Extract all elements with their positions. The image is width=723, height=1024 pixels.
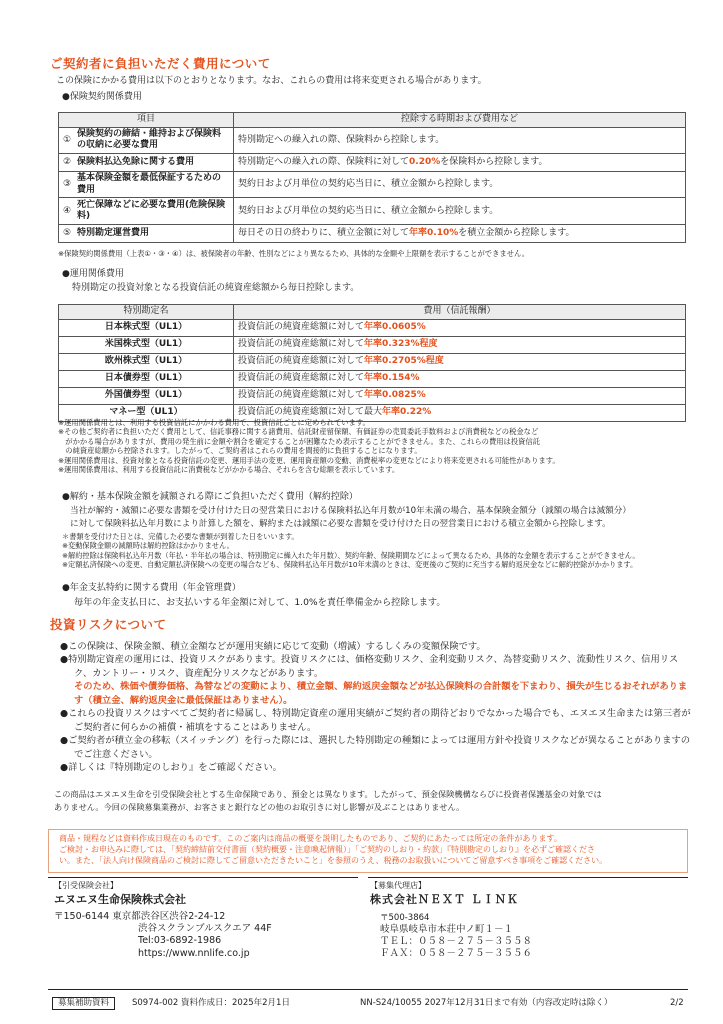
fund-name: 米国株式型（UL1）	[59, 336, 234, 353]
list-item: ●ご契約者が積立金の移転（スイッチング）を行った際には、選択した特別勘定の種類によっては運用方針や投資リスクなどが異なることがありますのでご注意ください。	[60, 735, 691, 760]
item-label: 保険契約の締結・維持および保険料の収納に必要な費用	[77, 128, 222, 151]
table-row	[59, 319, 686, 336]
fee-rate: 年率0.22%	[382, 406, 432, 417]
rate-highlight: 年率0.10%	[409, 228, 459, 239]
list-item: ●これらの投資リスクはすべてご契約者に帰属し、特別勘定資産の運用実績がご契約者の期待どおりでなかった場合でも、エヌエヌ生命または第三者がご契約者に何らかの補償・補填をすることはありません。	[60, 708, 691, 733]
fund-name: 日本株式型（UL1）	[59, 319, 234, 336]
agent-block	[370, 881, 680, 961]
notice-box	[48, 829, 688, 873]
fund-fee	[234, 387, 686, 404]
item-number: ④	[63, 205, 72, 216]
item-label: 特別勘定運営費用	[77, 228, 150, 239]
footer-validity: NN-S24/10055 2027年12月31日まで有効（内容改定時は除く）	[360, 998, 613, 1008]
table-row	[59, 387, 686, 404]
insurer-url[interactable]: https://www.nnlife.co.jp	[138, 947, 250, 959]
text-line: に対して保険料払込年月数により計算した額を、解約または減額に必要な書類を受け付けた日の翌営業日における積立金額から控除します。	[70, 518, 611, 529]
agent-fax: ＦＡＸ：０５８－２７５－３５５６	[380, 948, 533, 960]
risk-list	[60, 640, 693, 775]
desc-text: 特別勘定への繰入れの際、保険料に対して	[238, 156, 410, 167]
notice-line: 商品・規程などは資料作成日現在のものです。このご案内は商品の概要を説明したものであり、ご契約にあたっては所定の条件があります。	[59, 834, 562, 843]
desc-text-after: を積立金額から控除します。	[458, 228, 575, 239]
page-number: 2/2	[670, 998, 684, 1008]
table-cell-item	[59, 225, 234, 243]
agent-label: 【募集代理店】	[370, 881, 426, 890]
insurer-tel: Tel:03-6892-1986	[138, 935, 222, 947]
pension-line: 毎年の年金支払日に、お支払いする年金額に対して、1.0%を責任準備金から控除します。	[74, 597, 446, 608]
desc-text: 契約日および月単位の契約応当日に、積立金額から控除します。	[238, 205, 499, 216]
contract-heading: ●保険契約関係費用	[62, 92, 142, 102]
note-line: の純資産総額から控除されます。したがって、ご契約者はこれらの費用を間接的に負担することになります。	[58, 446, 422, 456]
table-cell-item	[59, 127, 234, 153]
table-header-row	[59, 113, 686, 128]
note-line: ※変動保険金額の減額時は解約控除はかかりません。	[62, 541, 234, 551]
table-row	[59, 336, 686, 353]
item-label: 基本保険金額を最低保証するための費用	[77, 173, 222, 195]
list-item: ●特別勘定資産の運用には、投資リスクがあります。投資リスクには、価格変動リスク、金利変動リスク、為替変動リスク、流動性リスク、信用リスク、カントリー・リスク、資産配分リスクなどがあります。	[60, 654, 679, 679]
table-cell-item	[59, 154, 234, 172]
table-header-row	[59, 305, 686, 320]
table-cell-desc	[234, 225, 686, 243]
fund-name: 外国債券型（UL1）	[59, 387, 234, 404]
table-cell-desc	[234, 172, 686, 198]
item-number: ③	[63, 178, 72, 189]
insurer-address2: 渋谷スクランブルスクエア 44F	[138, 923, 272, 935]
costs-title: ご契約者に負担いただく費用について	[50, 56, 271, 71]
disclaimer	[54, 788, 683, 813]
note-line: ※定額払済保険への変更、自動定額払済保険への変更の場合なども、保険料払込年月数が10年未満のときは、変更後のご契約に充当する解約返戻金などに解約控除がかかります。	[62, 560, 638, 570]
risk-warning: そのため、株価や債券価格、為替などの変動により、積立金額、解約返戻金額などが払込保険料の合計額を下まわり、損失が生じるおそれがあります（積立金、解約返戻金に最低保証はありません）。	[74, 681, 688, 706]
table-row	[59, 370, 686, 387]
ops-heading: ●運用関係費用	[62, 269, 124, 279]
note-line: ※運用関係費用は、利用する投資信託に消費税などがかかる場合、それらを含む総額を表示しています。	[58, 465, 400, 475]
fund-fee	[234, 370, 686, 387]
agent-address: 岐阜県岐阜市本荘中ノ町１－１	[380, 923, 514, 935]
item-label: 死亡保障などに必要な費用(危険保険料)	[77, 199, 226, 222]
fund-fee	[234, 336, 686, 353]
fee-text: 投資信託の純資産総額に対して	[238, 321, 365, 332]
fee-text: 投資信託の純資産総額に対して	[238, 338, 365, 349]
contract-note: ※保険契約関係費用（上表①・③・④）は、被保険者の年齢、性別などにより異なるため、具体的な金額や上限額を表示することができません。	[58, 249, 529, 258]
fee-text: 投資信託の純資産総額に対して最大	[238, 406, 383, 417]
item-number: ②	[63, 156, 72, 167]
desc-text: 毎日その日の終わりに、積立金額に対して	[238, 228, 410, 239]
note-line: がかかる場合がありますが、費用の発生前に金額や割合を確定することが困難なため表示することができません。また、これらの費用は投資信託	[58, 436, 541, 446]
ops-cost-table	[58, 304, 686, 422]
fund-name: 日本債券型（UL1）	[59, 370, 234, 387]
notice-line: ご検討・お申込みに際しては、「契約締結前交付書面（契約概要・注意喚起情報）」「ご契約のしおり・約款」『特別勘定のしおり』を必ずご確認くださ	[59, 845, 595, 855]
item-number: ①	[63, 134, 72, 145]
agent-zip: 〒500-3864	[380, 912, 430, 923]
table-header-cell: 費用（信託報酬）	[234, 305, 686, 320]
fee-text: 投資信託の純資産総額に対して	[238, 372, 365, 383]
note-line: ※解約控除は保険料払込年月数（年払・半年払の場合は、特別勘定に繰入れた年月数）、契約年齢、保険期間などによって異なるため、具体的な金額を表示することができません。	[62, 550, 640, 560]
fee-text: 投資信託の純資産総額に対して	[238, 389, 365, 400]
ops-intro: 特別勘定の投資対象となる投資信託の純資産総額から毎日控除します。	[72, 283, 360, 293]
divider	[48, 877, 358, 878]
table-row	[59, 225, 686, 243]
footer-badge: 募集補助資料	[52, 997, 115, 1010]
disclaimer-line: ありません。今回の保険募集業務が、お客さまと銀行などの他のお取引きに対し影響が及ぶことはありません。	[54, 801, 465, 812]
note-line: ※運用関係費用は、投資対象となる投資信託の変更、運用手法の変更、運用資産額の変動、消費税率の変更などにより将来変更される可能性があります。	[58, 455, 560, 465]
risk-title: 投資リスクについて	[50, 617, 167, 632]
surrender-notes	[62, 532, 693, 569]
desc-text: 契約日および月単位の契約応当日に、積立金額から控除します。	[238, 178, 499, 189]
fee-rate: 年率0.2705%程度	[364, 355, 444, 366]
fund-name: 欧州株式型（UL1）	[59, 353, 234, 370]
table-cell-desc	[234, 198, 686, 225]
insurer-block	[54, 881, 354, 960]
surrender-text	[70, 505, 683, 531]
item-label: 保険料払込免除に関する費用	[77, 156, 195, 167]
note-line: ※運用関係費用とは、利用する投資信託にかかわる費用で、投資信託ごとに定められています。	[58, 418, 370, 427]
fund-name: マネー型（UL1）	[59, 404, 234, 421]
contract-cost-table	[58, 112, 686, 243]
table-cell-desc	[234, 154, 686, 172]
fund-fee	[234, 319, 686, 336]
footer-code: S0974-002 資料作成日：2025年2月1日	[132, 998, 290, 1008]
agent-name: 株式会社ＮＥＸＴ ＬＩＮＫ	[370, 893, 519, 907]
ops-notes	[58, 418, 693, 475]
table-row	[59, 154, 686, 172]
item-number: ⑤	[63, 228, 72, 239]
fee-rate: 年率0.154%	[364, 372, 420, 383]
fee-text: 投資信託の純資産総額に対して	[238, 355, 365, 366]
table-header-cell: 控除する時期および費用など	[234, 113, 686, 128]
table-row	[59, 198, 686, 225]
list-item: ●詳しくは『特別勘定のしおり』をご確認ください。	[60, 762, 282, 774]
notice-line: い。また、「法人向け保険商品のご検討に際してご留意いただきたいこと」を参照のうえ、税務のお取扱いについてご留意すべき事項をご確認ください。	[59, 856, 608, 866]
table-cell-desc	[234, 127, 686, 153]
table-row	[59, 127, 686, 153]
insurer-name: エヌエヌ生命保険株式会社	[54, 893, 186, 907]
note-line: ＊書類を受付けた日とは、完備した必要な書類が到着した日をいいます。	[62, 532, 299, 541]
surrender-heading: ●解約・基本保険金額を減額される際にご負担いただく費用（解約控除）	[62, 492, 358, 502]
note-line: ※その他ご契約者に負担いただく費用として、信託事務に関する諸費用、信託財産留保額、有価証券の売買委託手数料および消費税などの税金など	[58, 427, 539, 437]
disclaimer-line: この商品はエヌエヌ生命を引受保険会社とする生命保険であり、預金とは異なります。したがって、預金保険機構ならびに投資者保護基金の対象では	[54, 789, 602, 799]
table-header-cell: 特別勘定名	[59, 305, 234, 320]
text-line: 当社が解約・減額に必要な書類を受け付けた日の翌営業日における保険料払込年月数が10年未満の場合、基本保険金額分（減額の場合は減額分）	[70, 506, 631, 516]
table-cell-item	[59, 198, 234, 225]
table-row	[59, 353, 686, 370]
fund-fee	[234, 353, 686, 370]
divider	[48, 989, 688, 990]
desc-text: 特別勘定への繰入れの際、保険料から控除します。	[238, 134, 445, 145]
fee-rate: 年率0.323%程度	[364, 338, 438, 349]
pension-heading: ●年金支払特約に関する費用（年金管理費）	[62, 583, 241, 593]
table-row	[59, 172, 686, 198]
costs-intro: この保険にかかる費用は以下のとおりとなります。なお、これらの費用は将来変更される場合があります。	[56, 76, 487, 86]
table-cell-item	[59, 172, 234, 198]
fee-rate: 年率0.0825%	[364, 389, 426, 400]
fee-rate: 年率0.0605%	[364, 321, 426, 332]
divider	[368, 877, 688, 878]
table-header-cell: 項目	[59, 113, 234, 128]
insurer-address1: 〒150-6144 東京都渋谷区渋谷2-24-12	[54, 910, 226, 922]
insurer-label: 【引受保険会社】	[54, 881, 118, 890]
rate-highlight: 0.20%	[409, 156, 441, 167]
desc-text-after: を保険料から控除します。	[440, 156, 548, 167]
agent-tel: ＴＥＬ：０５８－２７５－３５５８	[380, 936, 533, 948]
list-item: ●この保険は、保険金額、積立金額などが運用実績に応じて変動（増減）するしくみの変額保険です。	[60, 641, 486, 652]
